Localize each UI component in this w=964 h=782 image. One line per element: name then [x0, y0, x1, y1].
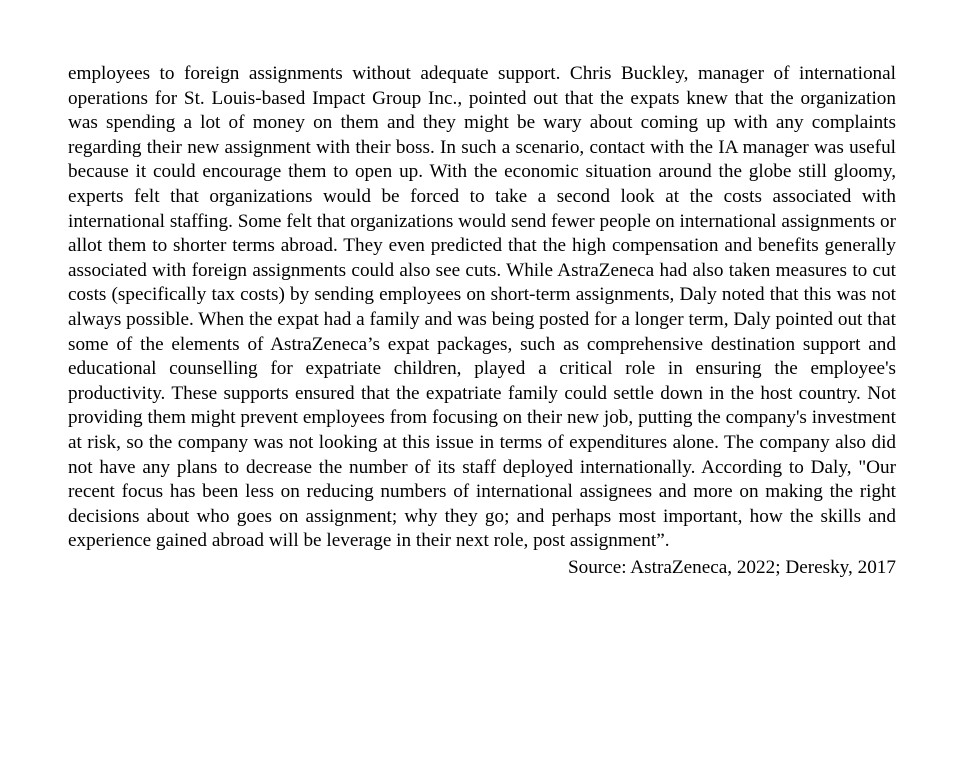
- document-page: [68, 62, 896, 580]
- body-paragraph: employees to foreign assignments without adequate support. Chris Buckley, manager of international operations for St. Louis-based Impact Group Inc., pointed out that the expats knew that the organization was spending a lot of money on them and they might be wary about coming up with any complaints regarding their new assignment with their boss. In such a scenario, contact with the IA manager was useful because it could encourage them to open up. With the economic situation around the globe still gloomy, experts felt that organizations would be forced to take a second look at the costs associated with international staffing. Some felt that organizations would send fewer people on international assignments or allot them to shorter terms abroad. They even predicted that the high compensation and benefits generally associated with foreign assignments could also see cuts. While AstraZeneca had also taken measures to cut costs (specifically tax costs) by sending employees on short-term assignments, Daly noted that this was not always possible. When the expat had a family and was being posted for a longer term, Daly pointed out that some of the elements of AstraZeneca’s expat packages, such as comprehensive destination support and educational counselling for expatriate children, played a critical role in ensuring the employee's productivity. These supports ensured that the expatriate family could settle down in the host country. Not providing them might prevent employees from focusing on their new job, putting the company's investment at risk, so the company was not looking at this issue in terms of expenditures alone. The company also did not have any plans to decrease the number of its staff deployed internationally. According to Daly, "Our recent focus has been less on reducing numbers of international assignees and more on making the right decisions about who goes on assignment; why they go; and perhaps most important, how the skills and experience gained abroad will be leverage in their next role, post assignment”.: [68, 63, 896, 552]
- source-citation: Source: AstraZeneca, 2022; Deresky, 2017: [567, 556, 896, 578]
